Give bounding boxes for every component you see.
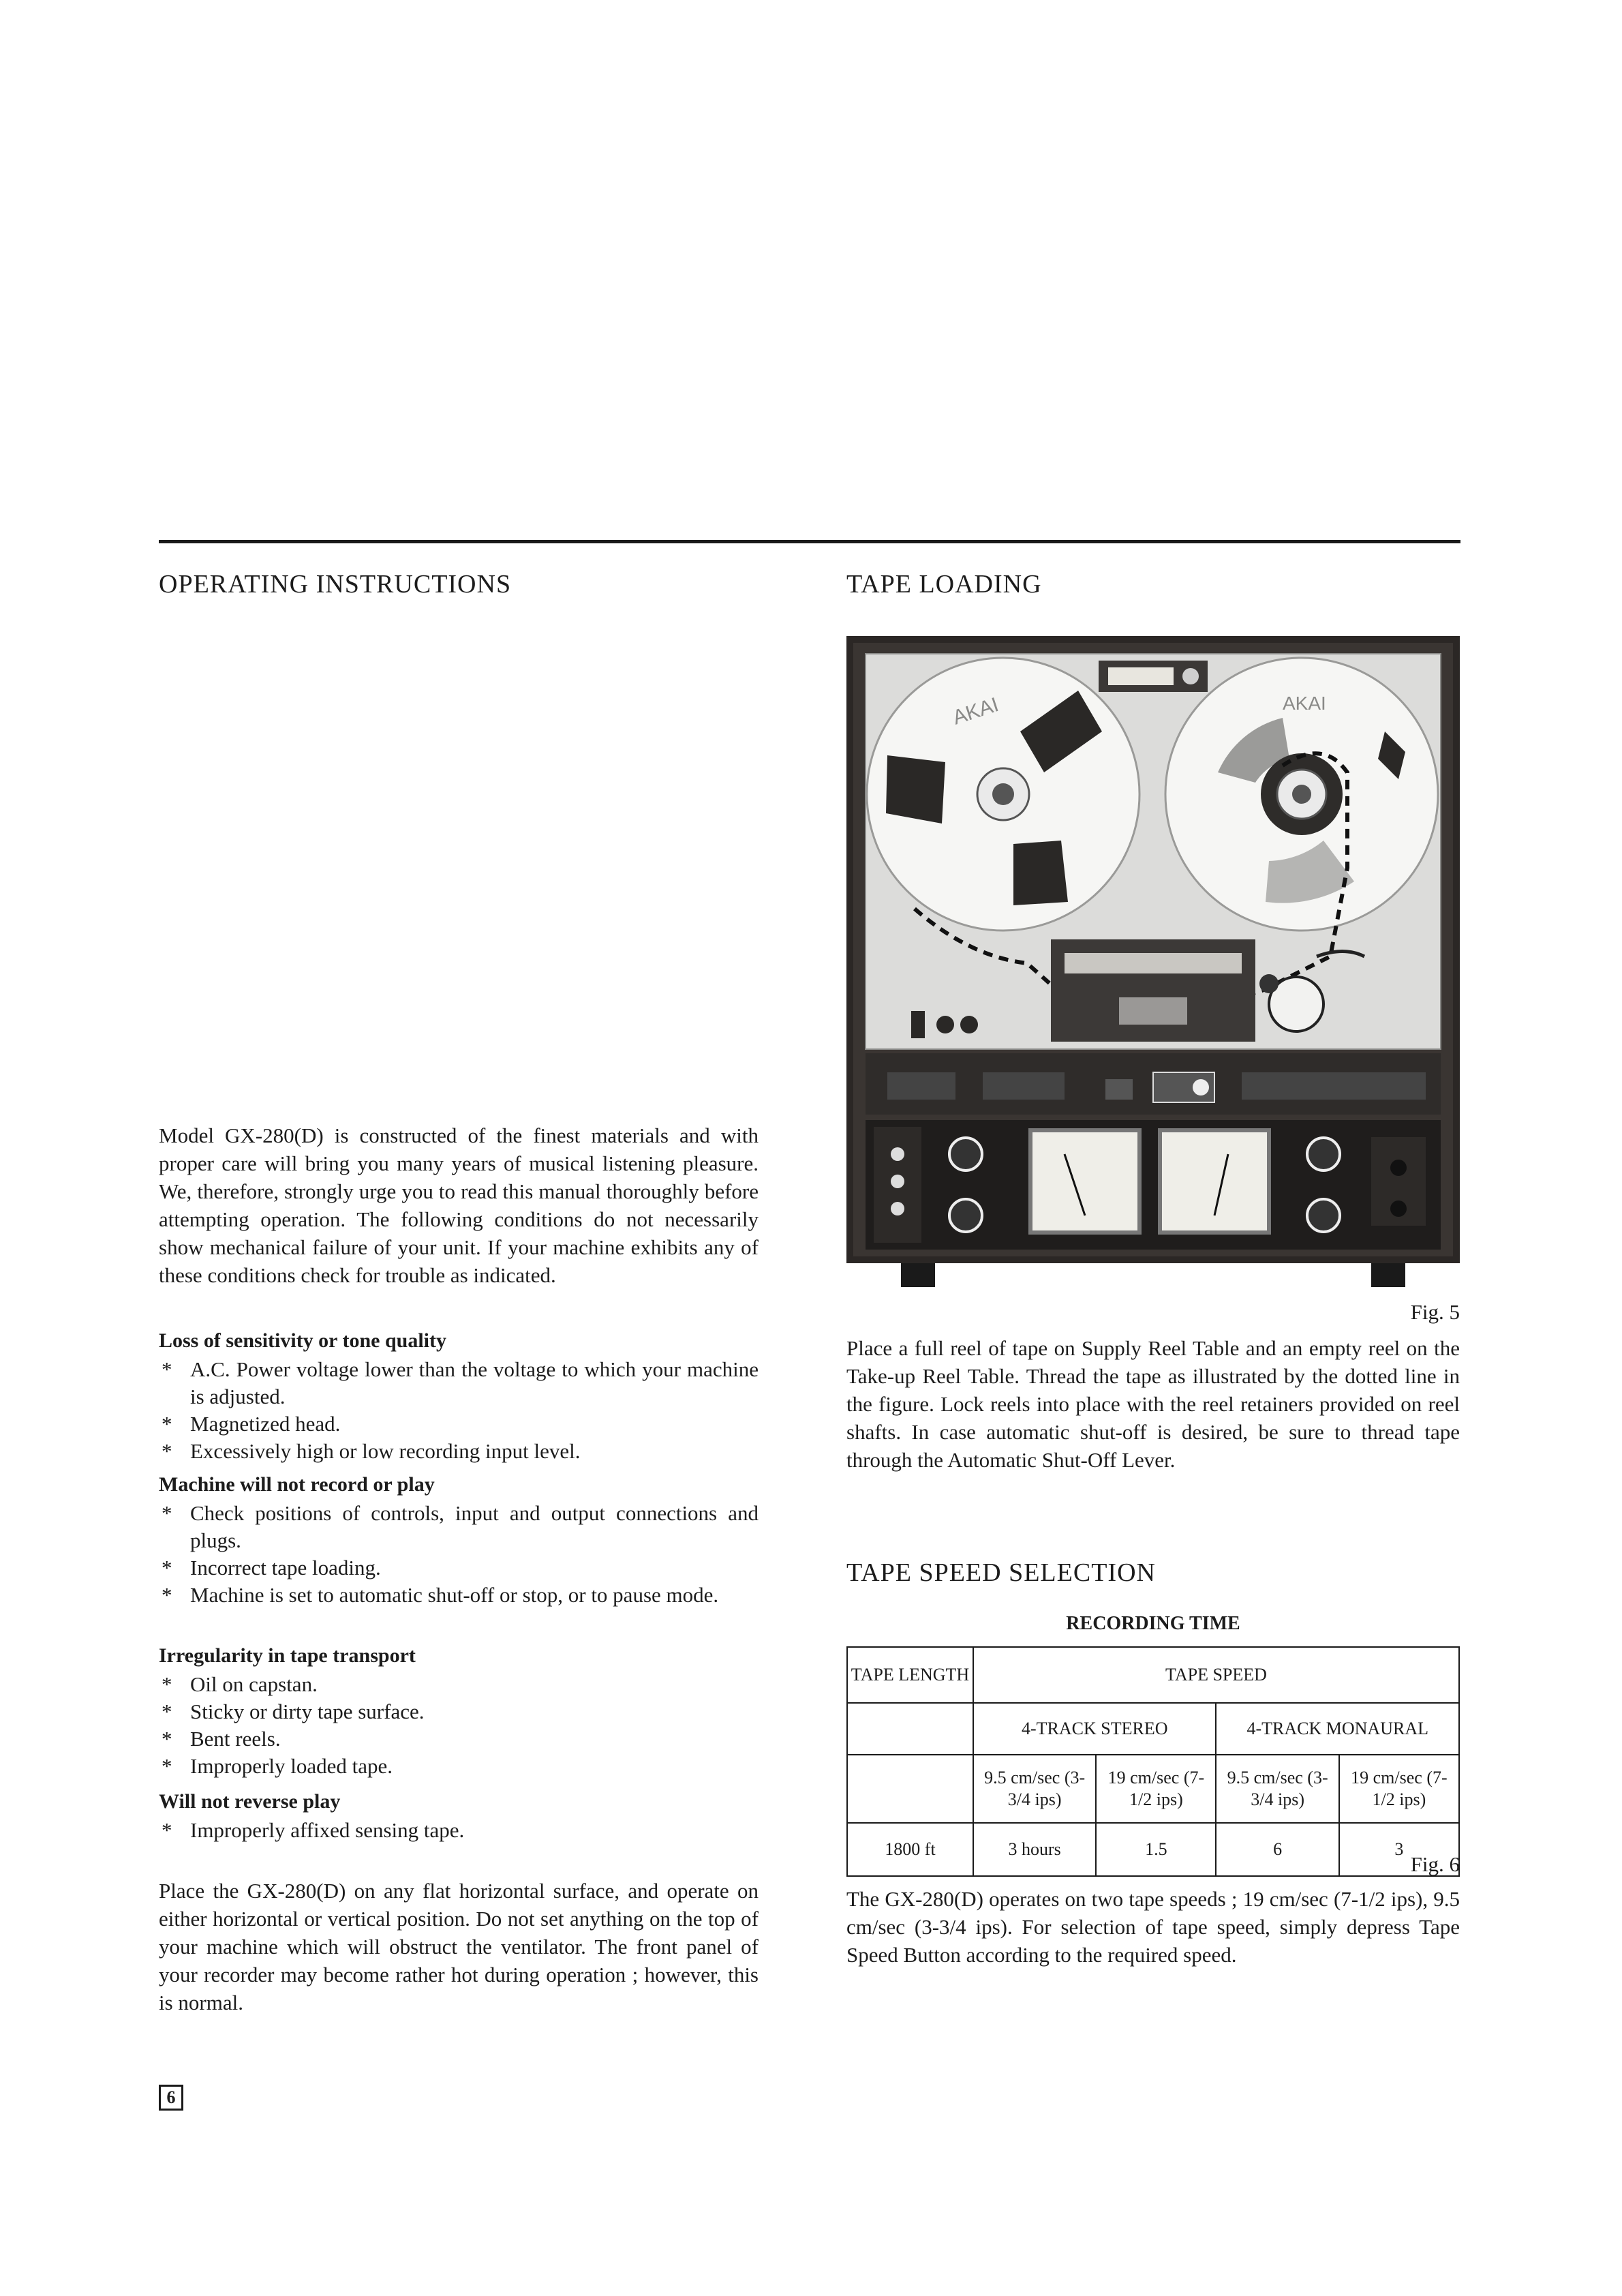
table-row [847,1823,1459,1876]
condition-item: * Machine is set to automatic shut-off or stop, or to pause mode. [159,1582,759,1609]
tape-loading-heading: TAPE LOADING [846,570,1042,599]
bullet-mark: * [162,1700,172,1723]
table-speed-cell: 9.5 cm/sec (3-3/4 ips) [973,1755,1096,1823]
table-value-cell: 6 [1216,1823,1338,1876]
condition-item: * Bent reels. [159,1725,759,1753]
fig6-label: Fig. 6 [1410,1852,1460,1876]
tape-recorder-photo [846,636,1460,1294]
bullet-mark: * [162,1727,172,1751]
condition-group-reverse [159,1788,759,1844]
right-column [846,569,1460,1967]
condition-item: * Excessively high or low recording input level. [159,1438,759,1465]
condition-item: * Improperly affixed sensing tape. [159,1817,759,1844]
tape-speed-paragraph: The GX-280(D) operates on two tape speeds ; 19 cm/sec (7-1/2 ips), 9.5 cm/sec (3-3/4 ips). For selection of tape speed, simply depress Tape Speed Button according to the required speed. [846,1887,1460,1967]
condition-item: * A.C. Power voltage lower than the voltage to which your machine is adjusted. [162,1357,759,1408]
table-length-cell: 1800 ft [847,1823,973,1876]
table-speed-cell: 19 cm/sec (7-1/2 ips) [1339,1755,1459,1823]
right-reel-brand: AKAI [1283,693,1326,714]
table-row [847,1755,1459,1823]
condition-list [159,1817,759,1844]
bullet-mark: * [162,1556,172,1580]
table-speed-cell: 19 cm/sec (7-1/2 ips) [1096,1755,1216,1823]
condition-title: Will not reverse play [159,1790,341,1813]
bullet-mark: * [162,1412,172,1436]
tape-speed-heading: TAPE SPEED SELECTION [846,1558,1156,1587]
operating-instructions-heading: OPERATING INSTRUCTIONS [159,570,512,599]
recording-time-caption: RECORDING TIME [1066,1613,1240,1634]
condition-list [159,1671,759,1780]
top-rule [159,540,1460,543]
condition-title: Machine will not record or play [159,1473,435,1496]
table-cell [847,1703,973,1755]
bullet-mark: * [162,1357,172,1381]
condition-title: Loss of sensitivity or tone quality [159,1329,446,1352]
table-row [847,1703,1459,1755]
bullet-mark: * [162,1754,172,1778]
table-header-cell: TAPE LENGTH [847,1647,973,1703]
bullet-mark: * [162,1583,172,1607]
condition-item: * Sticky or dirty tape surface. [159,1698,759,1725]
condition-group-transport [159,1642,759,1780]
placement-paragraph: Place the GX-280(D) on any flat horizontal surface, and operate on either horizontal or vertical position. Do not set anything on the top of your machine which will obstruct the ventilator. The front panel of your recorder may become rather hot during operation ; however, this is normal. [159,1879,759,2014]
condition-item: * Incorrect tape loading. [159,1554,759,1582]
table-group-cell: 4-TRACK STEREO [973,1703,1216,1755]
condition-title: Irregularity in tape transport [159,1644,416,1667]
condition-group-no-record [159,1471,759,1609]
table-value-cell: 3 hours [973,1823,1096,1876]
condition-list [159,1356,759,1465]
condition-group-sensitivity [159,1327,759,1465]
table-cell [847,1755,973,1823]
recording-time-table [846,1646,1460,1877]
table-header-cell: TAPE SPEED [973,1647,1459,1703]
left-column [159,569,759,2014]
page-number: 6 [159,2085,183,2111]
condition-item: * Magnetized head. [159,1410,759,1438]
condition-item: * Check positions of controls, input and output connections and plugs. [162,1501,759,1552]
fig5-label: Fig. 5 [1410,1300,1460,1324]
left-reel-brand: AKAI [949,693,1002,729]
condition-item: * Improperly loaded tape. [159,1753,759,1780]
table-row [847,1647,1459,1703]
intro-paragraph: Model GX-280(D) is constructed of the finest materials and with proper care will bring you many years of musical listening pleasure. We, therefore, strongly urge you to read this manual thoroughly before attempting operation. The following conditions do not necessarily show mechanical failure of your unit. If your machine exhibits any of these conditions check for trouble as indicated. [159,1123,759,1287]
condition-list [159,1500,759,1609]
bullet-mark: * [162,1501,172,1525]
condition-item: * Oil on capstan. [159,1671,759,1698]
tape-loading-paragraph: Place a full reel of tape on Supply Reel Table and an empty reel on the Take-up Reel Table. Thread the tape as illustrated by the dotted line in the figure. Lock reels into place with the reel retainers provided on reel shafts. In case automatic shut-off is desired, be sure to thread tape through the Automatic Shut-Off Lever. [846,1336,1460,1472]
table-value-cell: 1.5 [1096,1823,1216,1876]
bullet-mark: * [162,1672,172,1696]
table-value-cell: 3 [1339,1823,1459,1876]
table-speed-cell: 9.5 cm/sec (3-3/4 ips) [1216,1755,1338,1823]
bullet-mark: * [162,1818,172,1842]
bullet-mark: * [162,1439,172,1463]
table-group-cell: 4-TRACK MONAURAL [1216,1703,1459,1755]
